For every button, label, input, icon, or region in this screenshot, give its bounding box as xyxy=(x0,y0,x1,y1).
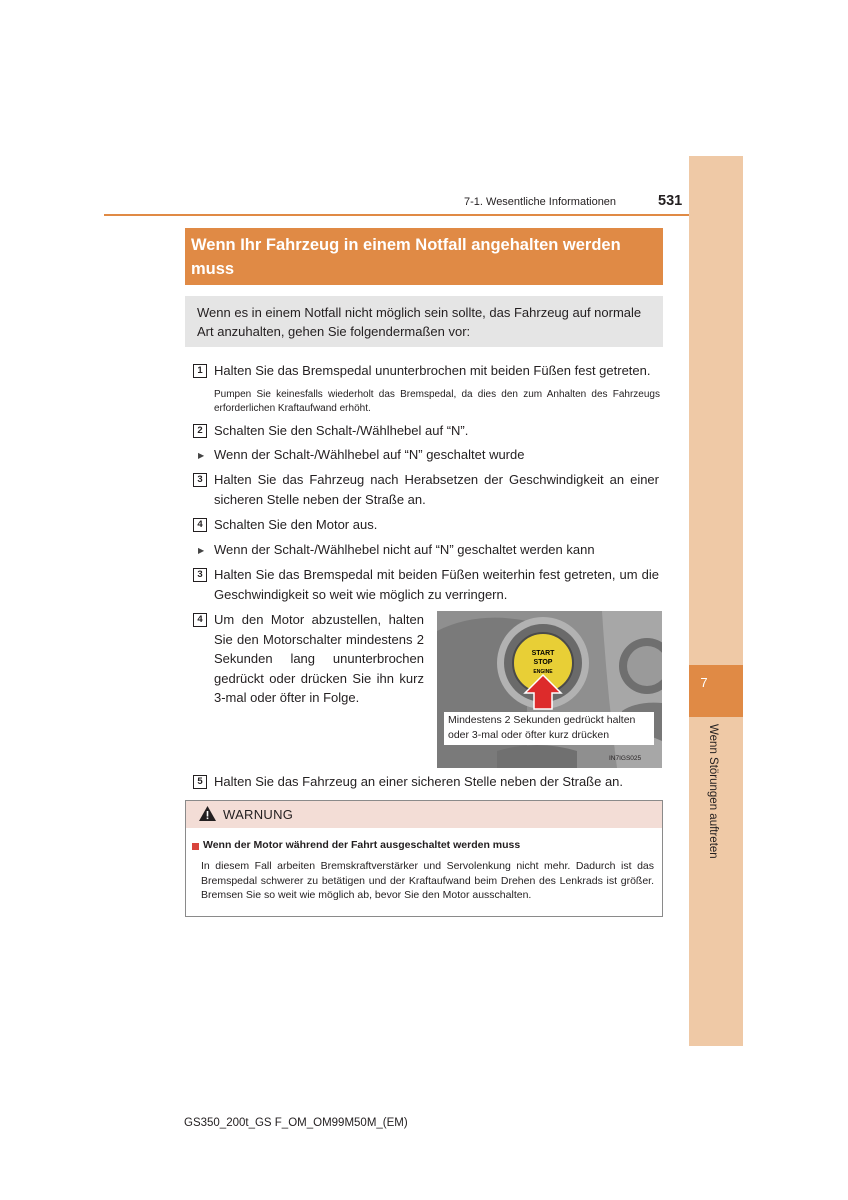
warning-label: WARNUNG xyxy=(223,807,294,822)
step-number: 3 xyxy=(193,473,207,487)
branch-arrow-icon: ▶ xyxy=(198,546,205,555)
warning-heading: Wenn der Motor während der Fahrt ausgeschaltet werden muss xyxy=(203,839,521,851)
step-number: 3 xyxy=(193,568,207,582)
chapter-number: 7 xyxy=(700,675,708,690)
header-rule xyxy=(104,214,689,216)
step-number: 4 xyxy=(193,613,207,627)
step-text: Halten Sie das Bremspedal ununterbrochen mit beiden Füßen fest getreten. xyxy=(214,363,651,378)
warning-body: In diesem Fall arbeiten Bremskraftverstärker und Servolenkung nicht mehr. Dadurch ist das Bremspedal schwerer zu betätigen und der Kraftaufwand beim Drehen des Lenkrads ist größer. Bremsen Sie so weit wie möglich ab, bevor Sie den Motor ausschalten. xyxy=(201,860,654,901)
side-tab-chapter-marker xyxy=(689,665,743,717)
button-line: START xyxy=(531,650,555,657)
step-number: 1 xyxy=(193,364,207,378)
title-box xyxy=(185,228,663,285)
step-number: 4 xyxy=(193,518,207,532)
button-line: ENGINE xyxy=(533,669,553,675)
step-text: Schalten Sie den Motor aus. xyxy=(214,517,378,532)
footer-code: GS350_200t_GS F_OM_OM99M50M_(EM) xyxy=(184,1117,408,1129)
page-title: Wenn Ihr Fahrzeug in einem Notfall angehalten werden muss xyxy=(191,236,621,278)
page-number: 531 xyxy=(658,193,683,209)
intro-text: Wenn es in einem Notfall nicht möglich sein sollte, das Fahrzeug auf normale Art anzuhalten, gehen Sie folgendermaßen vor: xyxy=(197,305,642,339)
warning-triangle-icon xyxy=(198,805,217,822)
step-text: Um den Motor abzustellen, halten Sie den Motorschalter mindestens 2 Sekunden lang ununterbrochen gedrückt oder drücken Sie ihn kurz 3-mal oder öfter in Folge. xyxy=(214,612,424,705)
section-heading: 7-1. Wesentliche Informationen xyxy=(464,196,617,208)
step-text: Schalten Sie den Schalt-/Wählhebel auf “N”. xyxy=(214,423,469,438)
step-number: 5 xyxy=(193,775,207,789)
figure-code: IN7IGS025 xyxy=(609,755,642,762)
branch-heading: Wenn der Schalt-/Wählhebel nicht auf “N” geschaltet werden kann xyxy=(214,542,595,557)
button-line: STOP xyxy=(533,659,553,666)
branch-arrow-icon: ▶ xyxy=(198,451,205,460)
step-number: 2 xyxy=(193,424,207,438)
intro-box xyxy=(185,296,663,347)
step-text: Halten Sie das Fahrzeug an einer sicheren Stelle neben der Straße an. xyxy=(214,774,624,789)
chapter-title: Wenn Störungen auftreten xyxy=(707,724,719,859)
warning-bullet-icon xyxy=(192,843,199,850)
step-note: Pumpen Sie keinesfalls wiederholt das Bremspedal, da dies den zum Anhalten des Fahrzeugs erforderlichen Kraftaufwand erhöht. xyxy=(214,389,660,414)
figure-callout: Mindestens 2 Sekunden gedrückt halten oder 3-mal oder öfter kurz drücken xyxy=(444,712,654,745)
branch-heading: Wenn der Schalt-/Wählhebel auf “N” geschaltet wurde xyxy=(214,447,525,462)
step-text: Halten Sie das Bremspedal mit beiden Füßen weiterhin fest getreten, um die Geschwindigkeit so weit wie möglich zu verringern. xyxy=(214,567,659,602)
step-text: Halten Sie das Fahrzeug nach Herabsetzen der Geschwindigkeit an einer sicheren Stelle neben der Straße an. xyxy=(214,472,659,507)
